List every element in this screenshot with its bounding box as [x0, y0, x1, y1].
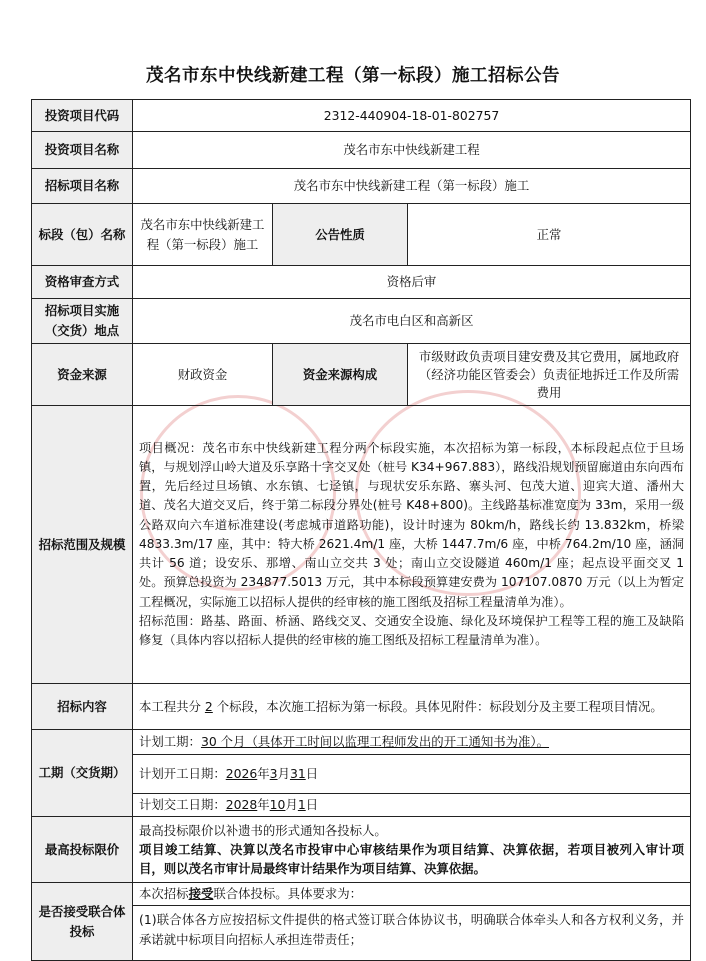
- row-project-name: [32, 132, 691, 169]
- location-label: 招标项目实施（交货）地点: [32, 299, 133, 344]
- tender-name-label: 招标项目名称: [32, 169, 133, 204]
- review-label: 资格审查方式: [32, 266, 133, 299]
- funds-structure-value: 市级财政负责项目建安费及其它费用，属地政府（经济功能区管委会）负责征地拆迁工作及所需费用: [408, 344, 691, 406]
- start-day: 31: [289, 766, 306, 781]
- row-content: [32, 684, 691, 730]
- notice-nature-value: 正常: [408, 204, 691, 266]
- period-label: 工期（交货期）: [32, 730, 133, 817]
- end-month: 10: [269, 797, 286, 812]
- max-price-line1: 最高投标限价以补遗书的形式通知各投标人。: [139, 823, 387, 838]
- max-price-cell: [133, 817, 691, 883]
- joint-pre: 本次招标: [139, 886, 189, 901]
- end-month-unit: 月: [285, 797, 298, 812]
- tender-name-value: 茂名市东中快线新建工程（第一标段）施工: [133, 169, 691, 204]
- start-year: 2026: [225, 766, 258, 781]
- project-code-label: 投资项目代码: [32, 100, 133, 132]
- joint-line1: [133, 883, 690, 906]
- content-label: 招标内容: [32, 684, 133, 730]
- start-month-unit: 月: [277, 766, 290, 781]
- row-section: [32, 204, 691, 266]
- end-day-unit: 日: [305, 797, 319, 812]
- review-value: 资格后审: [133, 266, 691, 299]
- joint-post: 联合体投标。具体要求为：: [213, 886, 363, 901]
- row-location: [32, 299, 691, 344]
- section-value: 茂名市东中快线新建工程（第一标段）施工: [133, 204, 273, 266]
- joint-label: 是否接受联合体投标: [32, 883, 133, 961]
- end-label: 计划交工日期：: [139, 797, 226, 812]
- location-value: 茂名市电白区和高新区: [133, 299, 691, 344]
- funds-value: 财政资金: [133, 344, 273, 406]
- plan-value: 30 个月（具体开工时间以监理工程师发出的开工通知书为准）。: [200, 734, 550, 749]
- row-funds: [32, 344, 691, 406]
- scope-cell: [133, 406, 691, 684]
- content-pre: 本工程共分: [139, 698, 205, 714]
- joint-accept: 接受: [188, 886, 214, 901]
- row-max-price: [32, 817, 691, 883]
- page-title: 茂名市东中快线新建工程（第一标段）施工招标公告: [146, 66, 560, 86]
- period-start-line: [133, 755, 690, 794]
- funds-label: 资金来源: [32, 344, 133, 406]
- end-day: 1: [297, 797, 306, 812]
- max-price-label: 最高投标限价: [32, 817, 133, 883]
- end-year: 2028: [225, 797, 258, 812]
- max-price-line2: 项目竣工结算、决算以茂名市投审中心审核结果作为项目结算、决算依据，若项目被列入审计项目，则以茂名市审计局最终审计结果作为项目结算、决算依据。: [139, 842, 685, 876]
- scope-range: 招标范围：路基、路面、桥涵、路线交叉、交通安全设施、绿化及环境保护工程等工程的施工及缺陷修复（具体内容以招标人提供的经审核的施工图纸及招标工程量清单为准）。: [139, 613, 685, 647]
- row-period: [32, 730, 691, 817]
- row-review: [32, 266, 691, 299]
- project-name-value: 茂名市东中快线新建工程: [133, 132, 691, 169]
- period-end-line: [133, 794, 690, 816]
- section-label: 标段（包）名称: [32, 204, 133, 266]
- start-year-unit: 年: [257, 766, 270, 781]
- row-scope: [32, 406, 691, 684]
- scope-overview: 项目概况：茂名市东中快线新建工程分两个标段实施，本次招标为第一标段，本标段起点位于旦场镇，与规划浮山岭大道及乐享路十字交叉处（桩号 K34+967.883），路线沿规划预留廊道由东向西布置，先后经过旦场镇、水东镇、七迳镇，与现状安乐东路、寨头河、包茂大道、迎宾大道、潘州大道、茂名大道交叉后，终于第二标段分界处(桩号 K48+800)。主线路基标准宽度为 33m，采用一级公路双向六车道标准建设(考虑城市道路功能)，设计时速为 80km/h，路线长约 13.832km，桥梁 4833.3m/17 座，其中：特大桥 2621.4m/1 座，大桥 1447.7m/6 座，中桥 764.2m/10 座，涵洞共计 56 道；设安乐、那增、南山立交共 3 处；南山立交设隧道 460m/1 座；起点设平面交叉 1 处。预算总投资为 234877.5013 万元，其中本标段预算建安费为 107107.0870 万元（以上为暂定工程概况，实际施工以招标人提供的经审核的施工图纸及招标工程量清单为准）。: [139, 440, 685, 609]
- funds-structure-label: 资金来源构成: [273, 344, 408, 406]
- project-name-label: 投资项目名称: [32, 132, 133, 169]
- row-tender-name: [32, 169, 691, 204]
- content-post: 个标段，本次施工招标为第一标段。具体见附件：标段划分及主要工程项目情况。: [212, 698, 663, 714]
- joint-item1: (1)联合体各方应按招标文件提供的格式签订联合体协议书，明确联合体牵头人和各方权利义务，并承诺就中标项目向招标人承担连带责任；: [139, 912, 685, 947]
- scope-label: 招标范围及规模: [32, 406, 133, 684]
- project-code-value: 2312-440904-18-01-802757: [133, 100, 691, 132]
- start-month: 3: [269, 766, 278, 781]
- notice-nature-label: 公告性质: [273, 204, 408, 266]
- content-cell: [133, 684, 691, 730]
- start-day-unit: 日: [305, 766, 319, 781]
- content-section-count: 2: [204, 698, 213, 714]
- tender-info-table: [31, 99, 691, 961]
- period-cell: [133, 730, 691, 817]
- joint-cell: [133, 883, 691, 961]
- period-plan-line: [133, 730, 690, 755]
- plan-label: 计划工期：: [139, 734, 201, 749]
- end-year-unit: 年: [257, 797, 270, 812]
- row-joint: [32, 883, 691, 961]
- start-label: 计划开工日期：: [139, 766, 226, 781]
- row-project-code: [32, 100, 691, 132]
